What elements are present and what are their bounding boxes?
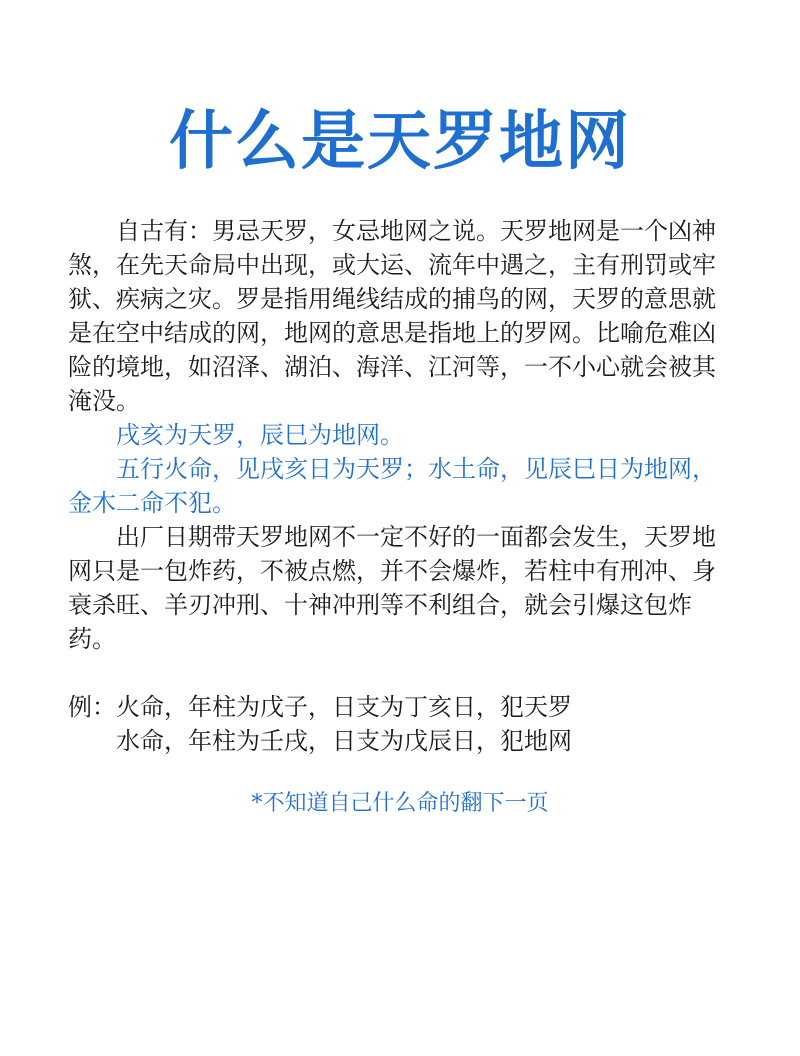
example-block — [68, 690, 734, 758]
spacer — [68, 656, 734, 690]
page-title: 什么是天罗地网 — [169, 105, 631, 179]
paragraph-definition: 戌亥为天罗，辰巳为地网。 — [116, 421, 404, 449]
paragraph-intro: 自古有：男忌天罗，女忌地网之说。天罗地网是一个凶神煞，在先天命局中出现，或大运、流年中遇之，主有刑罚或牢狱、疾病之灾。罗是指用绳线结成的捕鸟的网，天罗的意思就是在空中结成的网，地网的意思是指地上的罗网。比喻危难凶险的境地，如沼泽、湖泊、海洋、江河等，一不小心就会被其淹没。 — [68, 217, 716, 415]
example-line-2: 水命，年柱为壬戌，日支为戊辰日，犯地网 — [116, 727, 572, 755]
example-label: 例： — [68, 693, 116, 721]
paragraph-five-elements: 五行火命，见戌亥日为天罗；水土命，见辰巳日为地网，金木二命不犯。 — [68, 455, 716, 517]
example-line-1: 火命，年柱为戊子，日支为丁亥日，犯天罗 — [116, 693, 572, 721]
article-body — [68, 214, 734, 758]
footer-note: *不知道自己什么命的翻下一页 — [251, 791, 549, 816]
paragraph-explanation: 出厂日期带天罗地网不一定不好的一面都会发生，天罗地网只是一包炸药，不被点燃，并不会爆炸，若柱中有刑冲、身衰杀旺、羊刃冲刑、十神冲刑等不利组合，就会引爆这包炸药。 — [68, 523, 716, 653]
